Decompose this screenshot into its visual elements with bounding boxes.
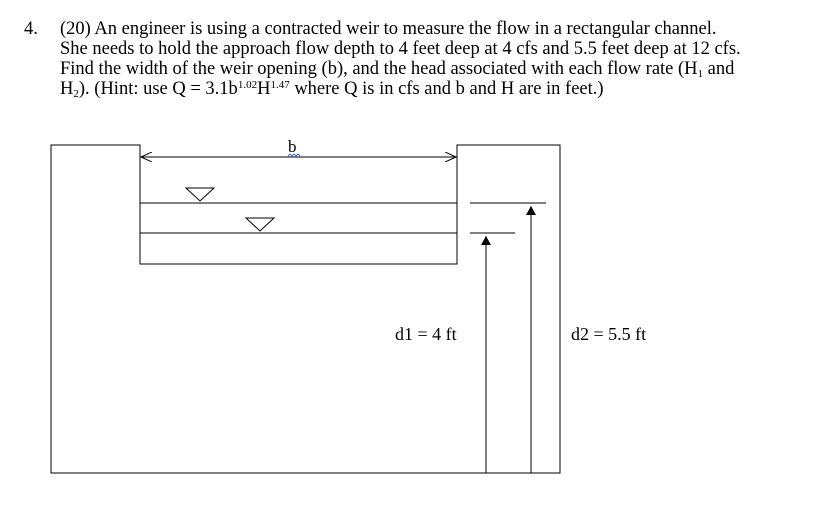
problem-number: 4. bbox=[24, 19, 38, 39]
problem-line-4: $H_2$). (Hint: use $Q = 3.1b^{1.02}H^{1.47}$ where Q is in cfs and b and H are in feet.) bbox=[60, 79, 604, 100]
problem-line-3: Find the width of the weir opening (b), and the head associated with each flow rate ($H_1$ and bbox=[60, 59, 735, 80]
width-label: b bbox=[288, 137, 297, 156]
weir-outline bbox=[51, 145, 560, 473]
problem-line-2: She needs to hold the approach flow depth to 4 feet deep at 4 cfs and 5.5 feet deep at 12 cfs. bbox=[60, 39, 741, 59]
depth-label-d2: d2 = 5.5 ft bbox=[571, 324, 647, 344]
depth-label-d1: d1 = 4 ft bbox=[395, 324, 457, 344]
water-level-symbol-1 bbox=[186, 188, 214, 201]
water-level-symbol-2 bbox=[246, 218, 274, 231]
problem-line-1: (20) An engineer is using a contracted weir to measure the flow in a rectangular channel. bbox=[60, 19, 717, 39]
